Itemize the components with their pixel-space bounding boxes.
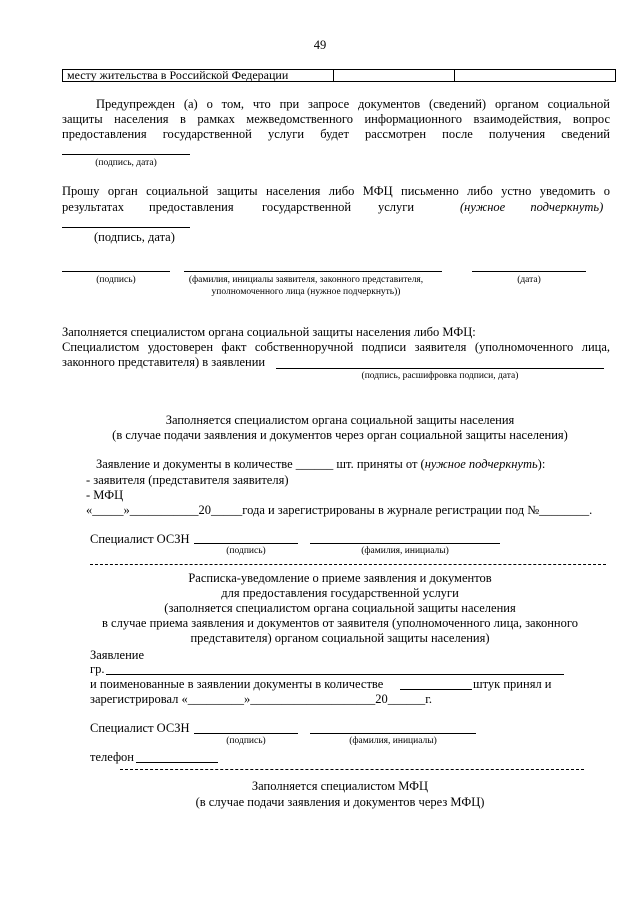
receipt-title-1: Расписка-уведомление о приеме заявления и документов <box>188 571 492 585</box>
verify-line-3: законного представителя) в заявлении <box>62 355 266 369</box>
receipt-docs-count-line <box>400 689 472 690</box>
notify-word-4: услуги <box>378 200 415 214</box>
warning-line-3: предоставления государственной услуги будет рассмотрен после получения сведений <box>62 127 610 141</box>
receipt-fio-caption: (фамилия, инициалы) <box>349 736 437 746</box>
verify-line-1: Заполняется специалистом органа социальной защиты населения либо МФЦ: <box>62 325 476 339</box>
date-caption: (дата) <box>517 275 541 285</box>
warning-signature-line <box>62 154 190 155</box>
oszn-signature-caption: (подпись) <box>226 546 266 556</box>
receipt-statement-label: Заявление <box>90 648 145 662</box>
date-line <box>472 271 586 272</box>
table-cell-empty-1 <box>334 70 455 82</box>
cut-line-2 <box>120 769 584 770</box>
receipt-signature-line <box>194 733 298 734</box>
receipt-fio-line <box>310 733 476 734</box>
table-cell-empty-2 <box>455 70 616 82</box>
verify-line-2: Специалистом удостоверен факт собственноручной подписи заявителя (уполномоченного лица, <box>62 340 610 354</box>
receipt-title-5: представителя) органом социальной защиты населения) <box>190 631 490 645</box>
oszn-fio-line <box>310 543 500 544</box>
oszn-accepted-text-b: ): <box>537 457 546 471</box>
oszn-accepted-italic: нужное подчеркнуть <box>424 457 538 471</box>
receipt-citizen-label: гр. <box>90 662 105 676</box>
mfc-title-2: (в случае подачи заявления и документов через МФЦ) <box>195 795 485 809</box>
fio-caption-line-2: уполномоченного лица (нужное подчеркнуть)) <box>211 287 401 297</box>
receipt-phone-line <box>136 762 218 763</box>
notify-line-1: Прошу орган социальной защиты населения либо МФЦ письменно либо устно уведомить о <box>62 184 610 198</box>
warning-line-2: защиты населения в рамках межведомственного информационного взаимодействия, вопрос <box>62 112 610 126</box>
receipt-title-2: для предоставления государственной услуги <box>221 586 459 600</box>
receipt-registered-line: зарегистрировал «_________»____________________20______г. <box>90 692 433 706</box>
receipt-title-4: в случае приема заявления и документов от заявителя (уполномоченного лица, законного <box>102 616 578 630</box>
receipt-phone-label: телефон <box>90 750 134 764</box>
cut-line-1 <box>90 564 606 565</box>
receipt-docs-text-end: штук принял и <box>473 677 552 691</box>
oszn-accepted-text-a: Заявление и документы в количестве ______ шт. приняты от ( <box>96 457 425 471</box>
oszn-title-1: Заполняется специалистом органа социальной защиты населения <box>165 413 515 427</box>
oszn-option-mfc: - МФЦ <box>86 488 124 502</box>
signature-line <box>62 271 170 272</box>
receipt-docs-text: и поименованные в заявлении документы в количестве <box>90 677 384 691</box>
warning-line-1: Предупрежден (а) о том, что при запросе документов (сведений) органом социальной <box>96 97 610 111</box>
mfc-title-1: Заполняется специалистом МФЦ <box>251 779 429 793</box>
oszn-specialist-label: Специалист ОСЗН <box>90 532 190 546</box>
receipt-title-3: (заполняется специалистом органа социальной защиты населения <box>164 601 516 615</box>
notify-word-3: государственной <box>262 200 352 214</box>
oszn-signature-line <box>194 543 298 544</box>
fio-caption-line-1: (фамилия, инициалы заявителя, законного представителя, <box>188 275 424 285</box>
notify-word-2: предоставления <box>149 200 234 214</box>
oszn-option-applicant: - заявителя (представителя заявителя) <box>86 473 289 487</box>
notify-signature-caption: (подпись, дата) <box>94 230 175 244</box>
notify-signature-line <box>62 227 190 228</box>
receipt-signature-caption: (подпись) <box>226 736 266 746</box>
oszn-registration-date-line: «_____»___________20_____года и зарегистрированы в журнале регистрации под №________. <box>86 503 593 517</box>
verify-signature-line <box>276 368 604 369</box>
warning-signature-caption: (подпись, дата) <box>95 158 157 168</box>
page-number: 49 <box>313 38 327 52</box>
verify-caption: (подпись, расшифровка подписи, дата) <box>361 371 519 381</box>
notify-underline-hint: (нужное подчеркнуть) <box>460 200 604 214</box>
oszn-accepted-line <box>96 457 545 472</box>
top-table-row <box>62 69 616 82</box>
table-cell-residence: месту жительства в Российской Федерации <box>63 70 334 82</box>
notify-word-1: результатах <box>62 200 125 214</box>
receipt-specialist-label: Специалист ОСЗН <box>90 721 190 735</box>
oszn-title-2: (в случае подачи заявления и документов через орган социальной защиты населения) <box>112 428 568 442</box>
oszn-fio-caption: (фамилия, инициалы) <box>361 546 449 556</box>
receipt-citizen-line <box>106 674 564 675</box>
signature-caption: (подпись) <box>96 275 136 285</box>
fio-line <box>184 271 442 272</box>
